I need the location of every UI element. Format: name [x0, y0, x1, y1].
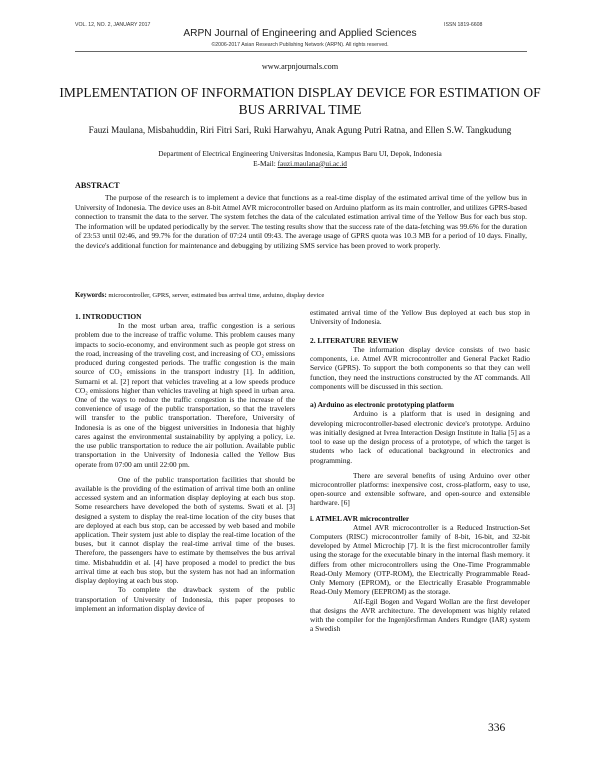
author-list: Fauzi Maulana, Misbahuddin, Riri Fitri Sari, Ruki Harwahyu, Anak Agung Putri Ratna, and Ellen S.W. Tangkudung [88, 125, 512, 135]
intro-paragraph-3: To complete the drawback system of the public transportation of University of Indonesia, this paper proposes to implement an information display device of [75, 585, 295, 613]
right-column [310, 308, 530, 633]
paper-title: IMPLEMENTATION OF INFORMATION DISPLAY DEVICE FOR ESTIMATION OF BUS ARRIVAL TIME [59, 85, 541, 117]
atmel-paragraph-1: Atmel AVR microcontroller is a Reduced Instruction-Set Computers (RISC) microcontroller family of 8-bit, 16-bit, and 32-bit developed by Atmel Microchip [7]. It is the first microcontroller family using the storage for the executable binary in the internal flash memory. it differs from other microcontrollers using the One-Time Programmable Read-Only Memory (OTP-ROM), the Electrically Programmable Read-Only Memory (EPROM), or the Electrically Erasable Programmable Read-Only Memory (EEPROM) as the storage. [310, 522, 530, 597]
keywords [75, 291, 527, 300]
header-issn: ISSN 1819-6608 [444, 22, 483, 28]
left-column [75, 312, 295, 613]
email-link[interactable]: fauzi.maulana@ui.ac.id [277, 158, 347, 168]
intro-paragraph-3-cont: estimated arrival time of the Yellow Bus deployed at each bus stop in University of Indonesia. [310, 308, 530, 327]
copyright-line: ©2006-2017 Asian Research Publishing Network (ARPN). All rights reserved. [211, 42, 389, 48]
arduino-paragraph-1: Arduino is a platform that is used in designing and developing microcontroller-based electronic device's prototype. Arduino was initially designed at Ivrea Interaction Design Institute in Italia [5] as a tool to ease up the design process of a prototype, of which the target is students who lack of educational background in electronics and programming. [310, 409, 530, 465]
introduction-heading: 1. INTRODUCTION [75, 312, 142, 321]
literature-review-heading: 2. LITERATURE REVIEW [310, 335, 399, 345]
journal-name: ARPN Journal of Engineering and Applied Sciences [183, 28, 417, 39]
header-volume: VOL. 12, NO. 2, JANUARY 2017 [75, 22, 151, 28]
arduino-paragraph-2: There are several benefits of using Arduino over other microcontroller platforms: inexpensive cost, cross-platform, easy to use, open-source and extensible software, and open-source and extensible hardware. [6] [310, 470, 530, 508]
atmel-subheading: i. ATMEL AVR microcontroller [310, 513, 410, 523]
intro-paragraph-1: In the most urban area, traffic congestion is a serious problem due to the increase of traffic volume. This problem causes many impacts to socio-economy, and environment such as people got stress on the road, increasing of the traveling cost, and increasing of CO₂ emissions produced during congested periods. The traffic congestion is the main source of CO₂ emissions in the transport industry [1]. In addition, Sumarni et al. [2] report that vehicles traveling at a low speeds produce CO₂ emissions higher than vehicles traveling at high speed in urban area. One of the ways to reduce the traffic congestion is the increase of the convenience of usage of the public transportation, so that the travelers will transfer to the public transportation. Therefore, University of Indonesia is as one of the biggest universities in Indonesia that highly cares against the environmental sustainability by applying a policy, i.e. the use public transportation to reduce the air pollution. Available public transportation in the University of Indonesia called the Yellow Bus operate from 07:00 am until 22:00 pm. [75, 321, 295, 469]
keywords-text: microcontroller, GPRS, server, estimated bus arrival time, arduino, display device [106, 292, 325, 299]
header-rule [75, 51, 527, 52]
abstract-text: The purpose of the research is to implement a device that functions as a real-time display of the estimated arrival time of the yellow bus in University of Indonesia. The device uses an 8-bit Atmel AVR microcontroller based on Arduino platform as its main controller, and utilizes GPRS-based connection to transmit the data to the server. The system fetches the data of the calculated estimation arrival time of the Yellow Bus for each bus stop. The information will be updated periodically by the server. The testing results show that the success rate of the data-fetching was 99.6% for the duration of 23:53 until 02:46, and 99.7% for the duration of 07:24 until 09:43. The average usage of GPRS quota was 10.3 MB for a period of 10 days. Finally, the device's additional function for maintenance and debugging by utilizing SMS service has been proved to work properly. [75, 193, 527, 250]
atmel-paragraph-2: Alf-Egil Bogen and Vegard Wollan are the first developer that designs the AVR architecture. The development was highly related with the compiler for the Ingenjörsfirman Anders Rundgre (IAR) system a Swedish [310, 596, 530, 634]
keywords-label: Keywords: [75, 292, 107, 299]
intro-paragraph-2: One of the public transportation facilities that should be available is the providing of the estimation of arrival time both an online accessed system and an information display deploying at each bus stop. Some researchers have developed the both of systems. Swati et al. [3] designed a system to display the real-time location of the city buses that are deployed at each bus stop, can be accessed by web based and mobile application. Their system just able to display the real-time location of the buses, but it cannot display the real-time arrival time of the buses. Therefore, the passengers have to estimate by themselves the bus arrival time. Misbahuddin et al. [4] have proposed a model to predict the bus arrival time at each bus stop, but the system has not had an information display deploying at each bus stop. [75, 474, 295, 586]
page-number: 336 [488, 722, 506, 734]
journal-url[interactable]: www.arpnjournals.com [261, 62, 339, 71]
lit-paragraph-1: The information display device consists of two basic components, i.e. Atmel AVR microcontroller and General Packet Radio Service (GPRS). To support the both components so that they can well function, they need the instructions constructed by the AT commands. All components will be discussed in this section. [310, 344, 530, 391]
arduino-subheading: a) Arduino as electronic prototyping platform [310, 400, 455, 410]
affiliation: Department of Electrical Engineering Universitas Indonesia, Kampus Baru UI, Depok, Indonesia [158, 149, 442, 158]
abstract-heading: ABSTRACT [75, 181, 120, 190]
email-label: E-Mail: [253, 158, 278, 168]
affiliation-block [60, 149, 540, 168]
